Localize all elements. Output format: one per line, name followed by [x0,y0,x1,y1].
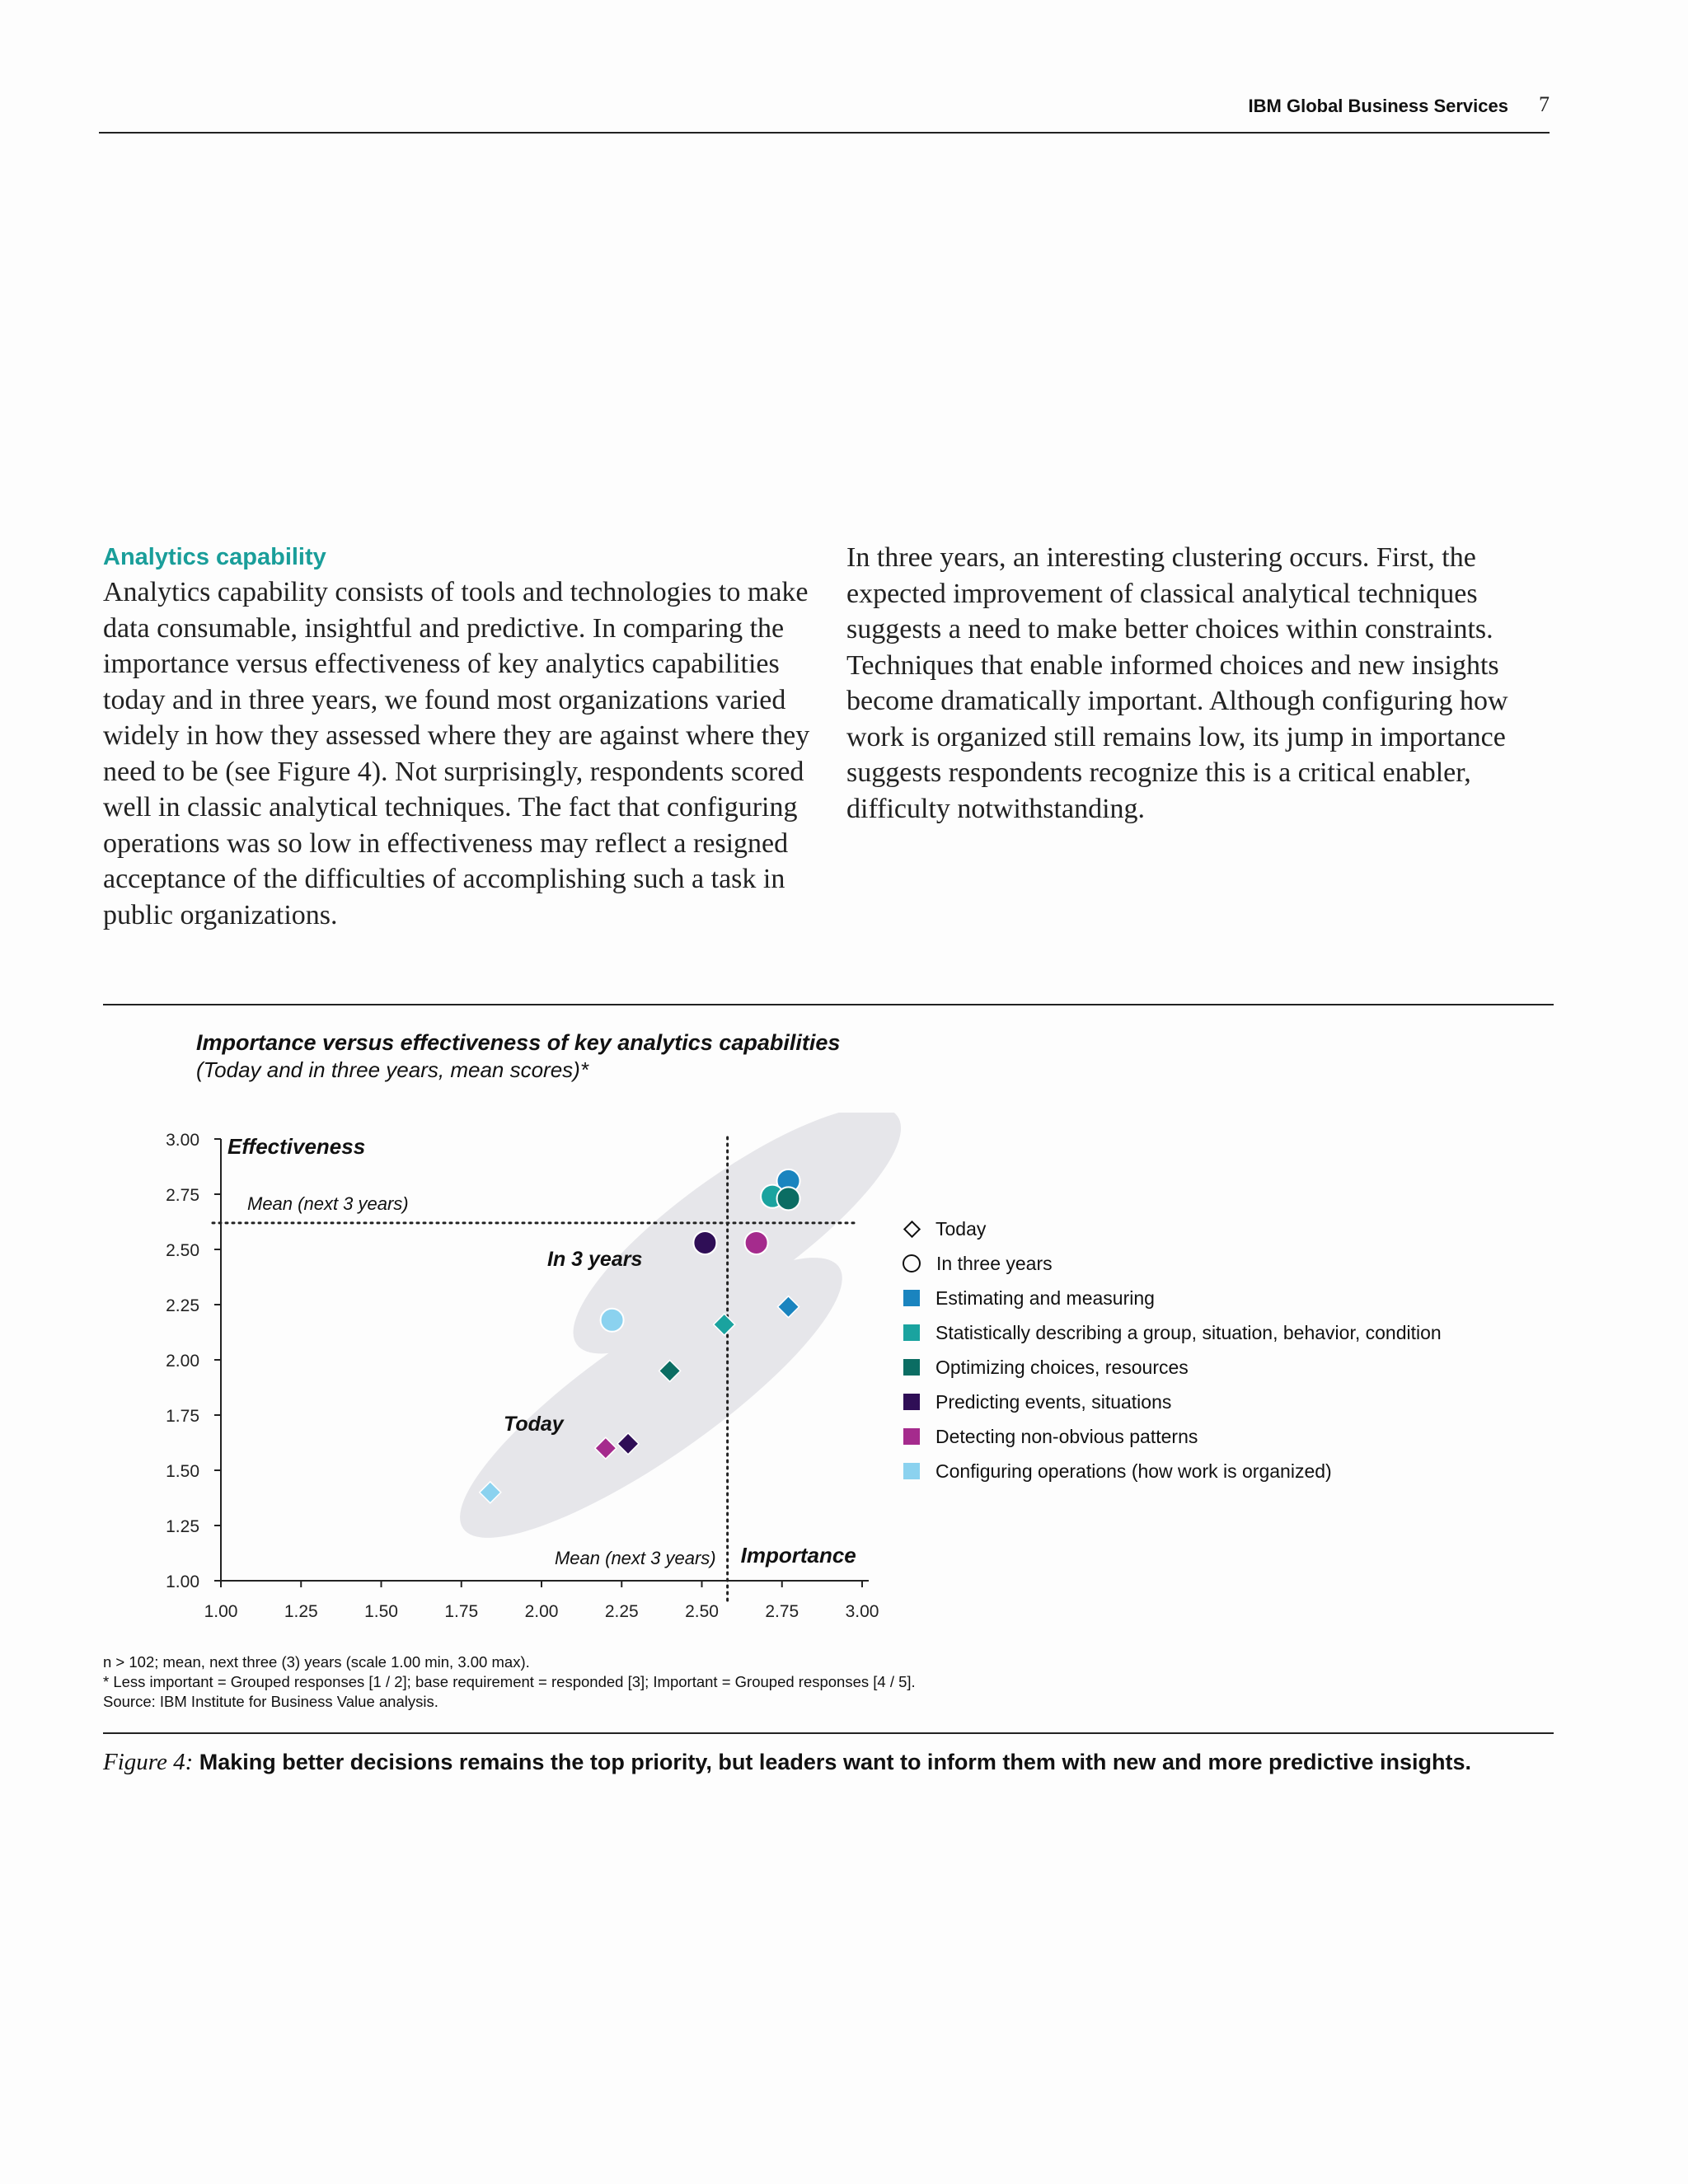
legend-item-series [903,1419,1442,1454]
caption-text: Making better decisions remains the top priority, but leaders want to inform them with new and more predictive insights. [199,1750,1472,1774]
note-line: n > 102; mean, next three (3) years (scale 1.00 min, 3.00 max). [103,1653,530,1671]
legend-label: Detecting non-obvious patterns [935,1425,1198,1447]
x-tick-label: 2.50 [685,1602,719,1621]
legend-item-in-three-years [903,1246,1442,1281]
y-tick-label: 2.50 [166,1241,199,1260]
point-in-three-years [693,1231,716,1254]
y-tick-label: 3.00 [166,1131,199,1150]
legend-item-series [903,1350,1442,1385]
left-paragraph: Analytics capability consists of tools and technologies to make data consumable, insightful and predictive. In comparing the importance versus effectiveness of key analytics capabilities today and in three years, we found most organizations varied widely in how they assessed where they are against where they need to be (see Figure 4). Not surprisingly, respondents scored well in classic analytical techniques. The fact that configuring operations was so low in effectiveness may reflect a resigned acceptance of the difficulties of accomplishing such a task in public organizations. [103,577,810,930]
caption-label: Figure 4: [103,1749,194,1775]
legend-label: Statistically describing a group, situation, behavior, condition [935,1321,1442,1343]
y-tick-label: 2.25 [166,1296,199,1315]
legend-label: Configuring operations (how work is organized) [935,1460,1332,1482]
legend-label: In three years [936,1252,1053,1274]
x-tick-label: 1.50 [364,1602,398,1621]
y-tick-label: 1.25 [166,1517,199,1536]
mean-y-label: Mean (next 3 years) [247,1193,409,1214]
cluster-label-today: Today [504,1413,564,1436]
color-swatch [903,1290,920,1306]
legend-label: Estimating and measuring [935,1286,1155,1309]
x-tick-label: 2.25 [604,1602,639,1621]
scatter-chart [0,1113,907,1640]
color-swatch [903,1394,920,1410]
point-in-three-years [745,1231,768,1254]
x-tick-label: 2.75 [765,1602,799,1621]
color-swatch [903,1428,920,1445]
y-tick-label: 2.00 [166,1352,199,1371]
x-axis-label: Importance [740,1543,856,1568]
chart-legend [903,1212,1442,1488]
legend-item-series [903,1454,1442,1488]
figure-top-rule [103,1004,1554,1005]
color-swatch [903,1463,920,1479]
figure-title: Importance versus effectiveness of key analytics capabilities [196,1030,841,1055]
legend-item-series [903,1315,1442,1350]
y-tick-label: 1.00 [166,1572,199,1591]
legend-label: Optimizing choices, resources [935,1356,1189,1378]
x-tick-label: 1.25 [284,1602,318,1621]
legend-item-series [903,1281,1442,1315]
figure-subtitle: (Today and in three years, mean scores)* [196,1057,588,1082]
company-name: IBM Global Business Services [1248,96,1508,116]
legend-item-today [903,1212,1442,1246]
right-paragraph: In three years, an interesting clustering occurs. First, the expected improvement of classical analytical techniques suggests a need to make better choices within constraints. Techniques that enable informed choices and new insights become dramatically important. Although configuring how work is organized still remains low, its jump in importance suggests respondents recognize this is a critical enabler, difficulty notwithstanding. [846,542,1508,824]
section-heading: Analytics capability [103,544,326,570]
note-line: Source: IBM Institute for Business Value analysis. [103,1693,438,1710]
right-column [846,540,1539,827]
point-in-three-years [601,1309,624,1332]
note-line: * Less important = Grouped responses [1 / 2]; base requirement = responded [3]; Important = Grouped responses [4 / 5]. [103,1673,916,1690]
x-tick-label: 1.75 [444,1602,479,1621]
cluster-label-in-3-years: In 3 years [547,1248,643,1271]
mean-x-label: Mean (next 3 years) [554,1548,716,1568]
legend-label: Predicting events, situations [935,1390,1172,1413]
circle-icon [903,1254,921,1272]
x-tick-label: 2.00 [524,1602,559,1621]
page-header [99,91,1550,134]
legend-item-series [903,1385,1442,1419]
y-tick-label: 2.75 [166,1186,199,1205]
y-tick-label: 1.50 [166,1462,199,1481]
legend-label: Today [935,1217,987,1240]
figure-notes [103,1652,916,1712]
x-tick-label: 1.00 [204,1602,238,1621]
color-swatch [903,1324,920,1341]
figure-caption [103,1749,1471,1776]
color-swatch [903,1359,920,1376]
point-in-three-years [777,1187,800,1210]
left-column [103,540,812,933]
x-tick-label: 3.00 [845,1602,879,1621]
figure-bottom-rule [103,1732,1554,1734]
y-tick-label: 1.75 [166,1407,199,1426]
page-number: 7 [1539,92,1550,116]
y-axis-label: Effectiveness [227,1134,366,1159]
diamond-icon [903,1220,921,1237]
